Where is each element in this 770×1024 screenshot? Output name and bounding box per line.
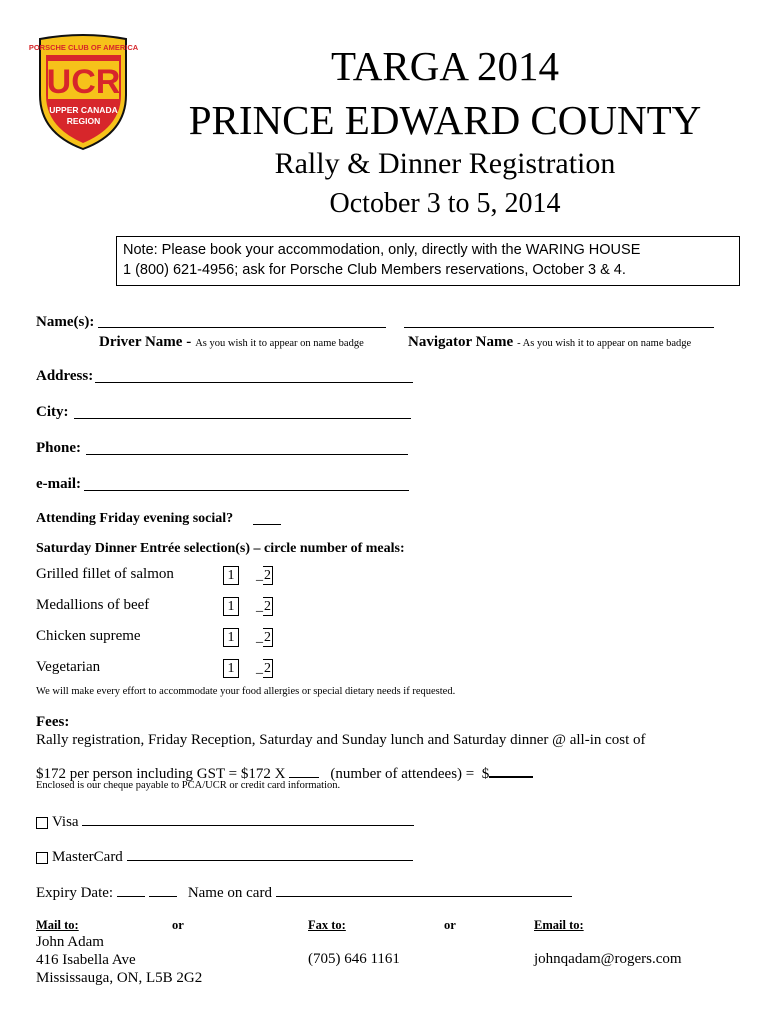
fees-description: Rally registration, Friday Reception, Saturday and Sunday lunch and Saturday dinner @ all-in cost of: [36, 732, 646, 748]
meal-option-beef-2[interactable]: _2: [256, 599, 271, 614]
or-separator-1: or: [172, 918, 184, 932]
meal-option-vegetarian-2[interactable]: _2: [256, 661, 271, 676]
fax-number: (705) 646 1161: [308, 951, 400, 967]
note-line-1: Note: Please book your accommodation, only, directly with the WARING HOUSE: [123, 242, 641, 258]
meal-option-vegetarian-2-value: 2: [264, 661, 271, 676]
logo-sub-text-1: UPPER CANADA: [49, 105, 118, 115]
email-to-label: Email to:: [534, 918, 584, 932]
navigator-name-label: Navigator Name: [408, 334, 514, 350]
fax-to-label: Fax to:: [308, 918, 346, 932]
mail-city: Mississauga, ON, L5B 2G2: [36, 970, 203, 986]
ucr-logo: [28, 33, 139, 151]
expiry-month-field[interactable]: [117, 882, 145, 897]
meal-option-salmon-2-value: 2: [264, 568, 271, 583]
logo-top-text: PORSCHE CLUB OF AMERICA: [28, 43, 139, 52]
expiry-label: Expiry Date:: [36, 885, 114, 901]
event-dates: October 3 to 5, 2014: [329, 188, 561, 219]
mastercard-label: MasterCard: [52, 849, 123, 865]
mail-to-label: Mail to:: [36, 918, 79, 932]
mail-street: 416 Isabella Ave: [36, 952, 136, 968]
meal-option-beef-1[interactable]: 1: [223, 597, 239, 616]
mastercard-number-field[interactable]: [127, 846, 413, 861]
driver-name-field[interactable]: [98, 327, 386, 328]
mastercard-option[interactable]: [36, 846, 413, 866]
logo-main-text: UCR: [46, 63, 121, 101]
meal-option-vegetarian-1[interactable]: 1: [223, 659, 239, 678]
navigator-name-hint: - As you wish it to appear on name badge: [517, 338, 692, 349]
fees-calc-part-2: (number of attendees) =: [330, 766, 475, 782]
names-label: Name(s):: [36, 314, 95, 330]
attendees-count-field[interactable]: [289, 763, 319, 778]
name-on-card-label: Name on card: [187, 885, 272, 901]
driver-name-label: Driver Name -: [99, 334, 192, 350]
meal-option-chicken-1[interactable]: 1: [223, 628, 239, 647]
dinner-heading: Saturday Dinner Entrée selection(s) – circle number of meals:: [36, 541, 405, 556]
navigator-name-field[interactable]: [404, 327, 714, 328]
or-separator-2: or: [444, 918, 456, 932]
social-question: Attending Friday evening social?: [36, 511, 234, 526]
mail-name: John Adam: [36, 934, 104, 950]
meal-label-beef: Medallions of beef: [36, 597, 150, 613]
title-line-2: PRINCE EDWARD COUNTY: [188, 97, 702, 143]
meal-label-salmon: Grilled fillet of salmon: [36, 566, 174, 582]
email-field[interactable]: [84, 490, 409, 491]
meal-label-vegetarian: Vegetarian: [36, 659, 101, 675]
total-amount-field[interactable]: [489, 762, 533, 778]
title-line-1: TARGA 2014: [331, 43, 559, 89]
meal-option-salmon-2[interactable]: _2: [256, 568, 271, 583]
fees-calc-dollar: $: [481, 766, 490, 782]
ucr-logo-graphic: [28, 33, 139, 151]
city-label: City:: [36, 404, 69, 420]
phone-field[interactable]: [86, 454, 408, 455]
allergy-note: We will make every effort to accommodate your food allergies or special dietary needs if requested.: [36, 686, 456, 697]
driver-name-hint: As you wish it to appear on name badge: [195, 338, 364, 349]
fees-heading: Fees:: [36, 714, 70, 730]
visa-label: Visa: [52, 814, 79, 830]
fees-calc-part-1: $172 per person including GST = $172 X: [36, 766, 286, 782]
visa-number-field[interactable]: [82, 811, 414, 826]
note-line-2: 1 (800) 621-4956; ask for Porsche Club Members reservations, October 3 & 4.: [123, 262, 626, 278]
mastercard-checkbox[interactable]: [36, 852, 48, 864]
social-answer-field[interactable]: [253, 524, 281, 525]
enclosed-note: Enclosed is our cheque payable to PCA/UCR or credit card information.: [36, 780, 341, 791]
meal-option-chicken-2-value: 2: [264, 630, 271, 645]
phone-label: Phone:: [36, 440, 81, 456]
email-label: e-mail:: [36, 476, 81, 492]
mail-address: [36, 933, 202, 987]
driver-name-caption: [99, 333, 364, 351]
expiry-year-field[interactable]: [149, 882, 177, 897]
subtitle: Rally & Dinner Registration: [274, 147, 616, 180]
address-field[interactable]: [95, 382, 413, 383]
navigator-name-caption: [408, 333, 691, 351]
meal-option-salmon-1[interactable]: 1: [223, 566, 239, 585]
name-on-card-field[interactable]: [276, 882, 572, 897]
visa-option[interactable]: [36, 811, 414, 831]
accommodation-note: [116, 236, 740, 286]
city-field[interactable]: [74, 418, 411, 419]
logo-sub-text-2: REGION: [66, 116, 101, 126]
email-address[interactable]: johnqadam@rogers.com: [534, 951, 682, 967]
meal-option-beef-2-value: 2: [264, 599, 271, 614]
meal-label-chicken: Chicken supreme: [36, 628, 141, 644]
expiry-row: [36, 882, 572, 902]
address-label: Address:: [36, 368, 94, 384]
visa-checkbox[interactable]: [36, 817, 48, 829]
meal-option-chicken-2[interactable]: _2: [256, 630, 271, 645]
